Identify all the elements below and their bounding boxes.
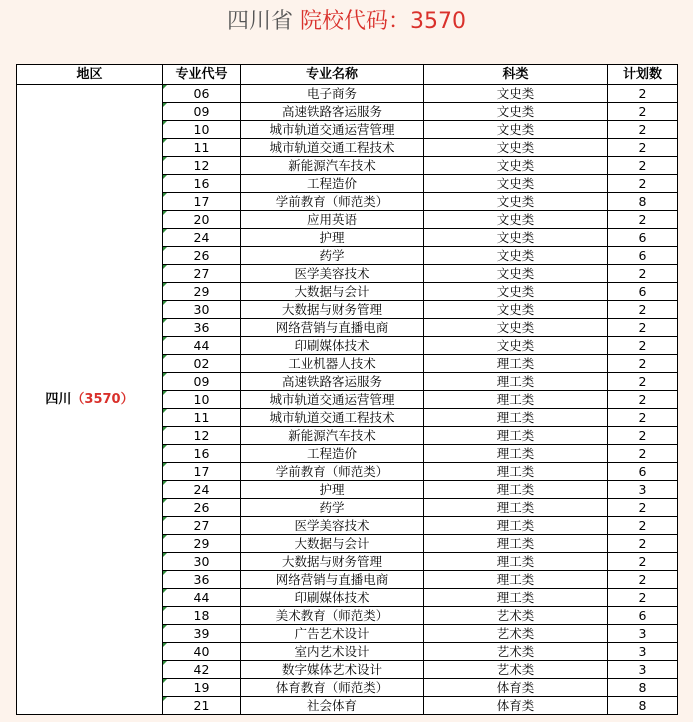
major-name-cell: 城市轨道交通工程技术 xyxy=(241,139,424,157)
major-code-cell: 24 xyxy=(163,481,241,499)
major-code-cell: 40 xyxy=(163,643,241,661)
page-title xyxy=(0,0,693,44)
category-cell: 文史类 xyxy=(424,301,608,319)
category-cell: 文史类 xyxy=(424,319,608,337)
major-code-cell: 29 xyxy=(163,283,241,301)
major-code-cell: 10 xyxy=(163,121,241,139)
province-name: 四川省 xyxy=(226,9,293,34)
category-cell: 理工类 xyxy=(424,553,608,571)
category-cell: 理工类 xyxy=(424,499,608,517)
major-name-cell: 网络营销与直播电商 xyxy=(241,319,424,337)
major-name-cell: 应用英语 xyxy=(241,211,424,229)
enrollment-plan-table xyxy=(16,64,678,715)
major-name-cell: 大数据与财务管理 xyxy=(241,301,424,319)
major-code-cell: 16 xyxy=(163,445,241,463)
plan-count-cell: 6 xyxy=(608,463,678,481)
plan-count-cell: 2 xyxy=(608,319,678,337)
major-name-cell: 药学 xyxy=(241,499,424,517)
plan-count-cell: 2 xyxy=(608,175,678,193)
category-cell: 文史类 xyxy=(424,247,608,265)
category-cell: 艺术类 xyxy=(424,643,608,661)
major-name-cell: 大数据与会计 xyxy=(241,283,424,301)
category-cell: 文史类 xyxy=(424,103,608,121)
plan-count-cell: 2 xyxy=(608,121,678,139)
major-code-cell: 27 xyxy=(163,517,241,535)
plan-count-cell: 8 xyxy=(608,679,678,697)
plan-count-cell: 6 xyxy=(608,607,678,625)
major-code-cell: 02 xyxy=(163,355,241,373)
major-name-cell: 印刷媒体技术 xyxy=(241,337,424,355)
category-cell: 艺术类 xyxy=(424,625,608,643)
major-name-cell: 学前教育（师范类） xyxy=(241,463,424,481)
plan-count-cell: 6 xyxy=(608,247,678,265)
major-code-cell: 26 xyxy=(163,247,241,265)
plan-count-cell: 6 xyxy=(608,229,678,247)
plan-count-cell: 2 xyxy=(608,337,678,355)
plan-count-cell: 2 xyxy=(608,85,678,103)
major-name-cell: 广告艺术设计 xyxy=(241,625,424,643)
school-code-label: 院校代码： xyxy=(300,9,411,34)
category-cell: 理工类 xyxy=(424,517,608,535)
category-cell: 文史类 xyxy=(424,229,608,247)
plan-count-cell: 3 xyxy=(608,481,678,499)
column-header-region: 地区 xyxy=(17,65,163,85)
major-name-cell: 体育教育（师范类） xyxy=(241,679,424,697)
column-header-major-name: 专业名称 xyxy=(241,65,424,85)
category-cell: 理工类 xyxy=(424,445,608,463)
plan-count-cell: 6 xyxy=(608,283,678,301)
plan-count-cell: 2 xyxy=(608,517,678,535)
major-code-cell: 30 xyxy=(163,301,241,319)
table-body xyxy=(17,85,678,715)
major-code-cell: 42 xyxy=(163,661,241,679)
column-header-major-code: 专业代号 xyxy=(163,65,241,85)
major-code-cell: 26 xyxy=(163,499,241,517)
major-name-cell: 大数据与财务管理 xyxy=(241,553,424,571)
category-cell: 理工类 xyxy=(424,391,608,409)
major-name-cell: 护理 xyxy=(241,229,424,247)
major-code-cell: 20 xyxy=(163,211,241,229)
major-code-cell: 17 xyxy=(163,193,241,211)
major-code-cell: 19 xyxy=(163,679,241,697)
major-code-cell: 44 xyxy=(163,589,241,607)
category-cell: 文史类 xyxy=(424,211,608,229)
major-name-cell: 美术教育（师范类） xyxy=(241,607,424,625)
major-name-cell: 护理 xyxy=(241,481,424,499)
major-code-cell: 11 xyxy=(163,139,241,157)
column-header-plan-count: 计划数 xyxy=(608,65,678,85)
major-name-cell: 工业机器人技术 xyxy=(241,355,424,373)
plan-count-cell: 2 xyxy=(608,409,678,427)
category-cell: 艺术类 xyxy=(424,607,608,625)
category-cell: 文史类 xyxy=(424,139,608,157)
major-code-cell: 36 xyxy=(163,571,241,589)
major-name-cell: 城市轨道交通运营管理 xyxy=(241,391,424,409)
major-code-cell: 21 xyxy=(163,697,241,715)
major-code-cell: 10 xyxy=(163,391,241,409)
plan-count-cell: 2 xyxy=(608,535,678,553)
category-cell: 理工类 xyxy=(424,373,608,391)
major-code-cell: 18 xyxy=(163,607,241,625)
major-code-cell: 29 xyxy=(163,535,241,553)
category-cell: 文史类 xyxy=(424,193,608,211)
plan-count-cell: 3 xyxy=(608,643,678,661)
major-name-cell: 电子商务 xyxy=(241,85,424,103)
major-code-cell: 30 xyxy=(163,553,241,571)
category-cell: 文史类 xyxy=(424,121,608,139)
category-cell: 理工类 xyxy=(424,427,608,445)
major-name-cell: 城市轨道交通运营管理 xyxy=(241,121,424,139)
major-code-cell: 17 xyxy=(163,463,241,481)
plan-count-cell: 2 xyxy=(608,391,678,409)
major-code-cell: 12 xyxy=(163,157,241,175)
major-name-cell: 数字媒体艺术设计 xyxy=(241,661,424,679)
table-row xyxy=(17,85,678,103)
major-code-cell: 11 xyxy=(163,409,241,427)
category-cell: 艺术类 xyxy=(424,661,608,679)
category-cell: 文史类 xyxy=(424,85,608,103)
category-cell: 文史类 xyxy=(424,337,608,355)
plan-count-cell: 2 xyxy=(608,499,678,517)
category-cell: 理工类 xyxy=(424,535,608,553)
major-name-cell: 高速铁路客运服务 xyxy=(241,373,424,391)
plan-count-cell: 2 xyxy=(608,589,678,607)
major-name-cell: 工程造价 xyxy=(241,175,424,193)
category-cell: 理工类 xyxy=(424,481,608,499)
plan-count-cell: 2 xyxy=(608,445,678,463)
plan-count-cell: 2 xyxy=(608,373,678,391)
major-name-cell: 室内艺术设计 xyxy=(241,643,424,661)
category-cell: 文史类 xyxy=(424,157,608,175)
plan-count-cell: 2 xyxy=(608,571,678,589)
category-cell: 理工类 xyxy=(424,571,608,589)
plan-count-cell: 2 xyxy=(608,355,678,373)
enrollment-plan-table-wrapper xyxy=(16,64,677,715)
plan-count-cell: 2 xyxy=(608,211,678,229)
category-cell: 体育类 xyxy=(424,679,608,697)
major-name-cell: 印刷媒体技术 xyxy=(241,589,424,607)
major-code-cell: 27 xyxy=(163,265,241,283)
plan-count-cell: 8 xyxy=(608,697,678,715)
plan-count-cell: 2 xyxy=(608,301,678,319)
plan-count-cell: 2 xyxy=(608,427,678,445)
major-name-cell: 大数据与会计 xyxy=(241,535,424,553)
table-header-row xyxy=(17,65,678,85)
major-code-cell: 09 xyxy=(163,373,241,391)
major-name-cell: 新能源汽车技术 xyxy=(241,157,424,175)
major-name-cell: 新能源汽车技术 xyxy=(241,427,424,445)
category-cell: 文史类 xyxy=(424,283,608,301)
major-name-cell: 医学美容技术 xyxy=(241,517,424,535)
plan-count-cell: 3 xyxy=(608,625,678,643)
major-code-cell: 36 xyxy=(163,319,241,337)
major-name-cell: 城市轨道交通工程技术 xyxy=(241,409,424,427)
major-code-cell: 39 xyxy=(163,625,241,643)
plan-count-cell: 2 xyxy=(608,103,678,121)
category-cell: 理工类 xyxy=(424,355,608,373)
major-name-cell: 医学美容技术 xyxy=(241,265,424,283)
major-code-cell: 16 xyxy=(163,175,241,193)
region-name: 四川 xyxy=(45,391,72,407)
column-header-category: 科类 xyxy=(424,65,608,85)
plan-count-cell: 2 xyxy=(608,139,678,157)
plan-count-cell: 2 xyxy=(608,553,678,571)
major-code-cell: 44 xyxy=(163,337,241,355)
category-cell: 理工类 xyxy=(424,409,608,427)
school-code-value: 3570 xyxy=(410,9,467,34)
major-name-cell: 高速铁路客运服务 xyxy=(241,103,424,121)
category-cell: 体育类 xyxy=(424,697,608,715)
major-name-cell: 社会体育 xyxy=(241,697,424,715)
plan-count-cell: 2 xyxy=(608,157,678,175)
region-cell xyxy=(17,85,163,715)
plan-count-cell: 8 xyxy=(608,193,678,211)
category-cell: 理工类 xyxy=(424,463,608,481)
category-cell: 理工类 xyxy=(424,589,608,607)
major-name-cell: 药学 xyxy=(241,247,424,265)
major-code-cell: 12 xyxy=(163,427,241,445)
major-code-cell: 06 xyxy=(163,85,241,103)
major-code-cell: 09 xyxy=(163,103,241,121)
category-cell: 文史类 xyxy=(424,265,608,283)
major-name-cell: 工程造价 xyxy=(241,445,424,463)
plan-count-cell: 3 xyxy=(608,661,678,679)
region-code: （3570） xyxy=(71,391,134,407)
major-name-cell: 学前教育（师范类） xyxy=(241,193,424,211)
category-cell: 文史类 xyxy=(424,175,608,193)
major-name-cell: 网络营销与直播电商 xyxy=(241,571,424,589)
major-code-cell: 24 xyxy=(163,229,241,247)
plan-count-cell: 2 xyxy=(608,265,678,283)
